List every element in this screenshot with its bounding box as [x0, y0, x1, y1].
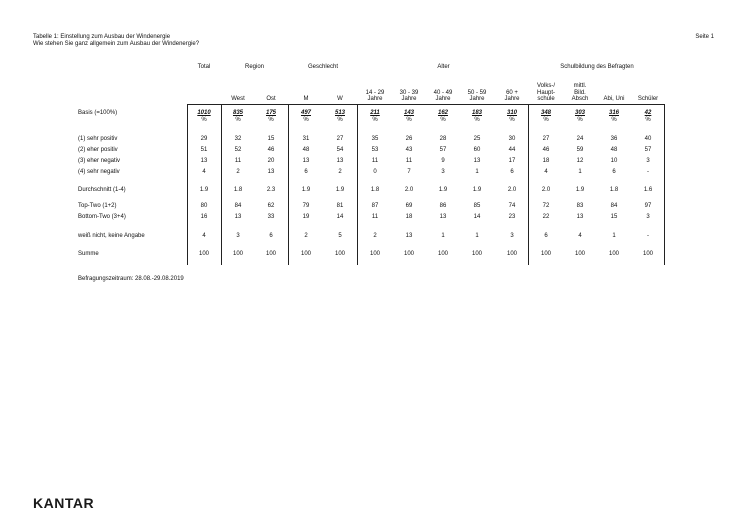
table-cell: 6	[304, 169, 308, 175]
table-cell: 2.0	[541, 187, 551, 193]
table-cell: 100	[334, 251, 345, 257]
basis-cell	[531, 110, 561, 123]
table-cell: 100	[198, 251, 209, 257]
table-cell: 62	[267, 203, 275, 209]
column-header-line: Jahre	[367, 96, 383, 102]
basis-unit: %	[577, 116, 583, 123]
table-cell: 87	[371, 203, 379, 209]
table-cell: 13	[302, 158, 310, 164]
column-header-line: Jahre	[469, 96, 485, 102]
row-label: Summe	[78, 251, 99, 257]
basis-unit: %	[201, 116, 207, 123]
table-cell: 85	[473, 203, 481, 209]
basis-count: 162	[437, 110, 448, 116]
group-header: Schulbildung des Befragten	[560, 64, 634, 70]
row-label: weiß nicht, keine Angabe	[78, 233, 145, 239]
column-header-line: Jahre	[504, 96, 520, 102]
basis-count: 42	[644, 110, 652, 116]
table-cell: 6	[612, 169, 616, 175]
column-header	[595, 96, 633, 103]
column-header-line: 50 - 59	[467, 89, 487, 96]
column-header-line: 14 - 29	[365, 89, 385, 96]
column-header-line: schule	[537, 96, 555, 102]
table-cell: 6	[269, 233, 273, 239]
column-group-divider	[288, 104, 289, 265]
column-header	[321, 96, 359, 103]
table-cell: 86	[439, 203, 447, 209]
table-cell: 28	[439, 136, 447, 142]
table-cell: 1.9	[335, 187, 345, 193]
table-cell: 46	[267, 147, 275, 153]
table-cell: 80	[200, 203, 208, 209]
table-cell: 11	[234, 158, 242, 164]
table-cell: 26	[405, 136, 413, 142]
column-header	[527, 83, 565, 103]
table-cell: 13	[234, 214, 242, 220]
table-cell: 4	[578, 233, 582, 239]
table-left-border	[187, 104, 188, 265]
table-cell: 100	[437, 251, 448, 257]
row-label-basis: Basis (=100%)	[78, 110, 118, 116]
basis-unit: %	[235, 116, 241, 123]
table-cell: 84	[610, 203, 618, 209]
group-header: Total	[197, 64, 211, 70]
table-cell: 97	[644, 203, 652, 209]
table-cell: 1.9	[301, 187, 311, 193]
table-cell: 11	[371, 214, 379, 220]
table-cell: 69	[405, 203, 413, 209]
table-cell: 100	[608, 251, 619, 257]
table-cell: 13	[267, 169, 275, 175]
table-cell: 43	[405, 147, 413, 153]
survey-period-note: Befragungszeitraum: 28.08.-29.08.2019	[78, 276, 184, 282]
column-header	[493, 90, 531, 103]
table-cell: 2	[338, 169, 342, 175]
table-cell: 100	[471, 251, 482, 257]
table-cell: 2.0	[507, 187, 517, 193]
basis-count: 310	[506, 110, 517, 116]
column-header-line: 40 - 49	[433, 89, 453, 96]
basis-unit: %	[303, 116, 309, 123]
table-cell: 14	[473, 214, 481, 220]
basis-unit: %	[611, 116, 617, 123]
basis-cell	[189, 110, 219, 123]
table-cell: 4	[202, 169, 206, 175]
table-cell: 15	[610, 214, 618, 220]
column-header-line: Volks-/	[536, 83, 555, 89]
basis-count: 183	[471, 110, 482, 116]
table-cell: 13	[473, 158, 481, 164]
table-cell: 1.8	[233, 187, 243, 193]
table-cell: 46	[542, 147, 550, 153]
table-cell: 84	[234, 203, 242, 209]
table-cell: 1.9	[199, 187, 209, 193]
row-label: (3) eher negativ	[78, 158, 121, 164]
table-cell: 19	[302, 214, 310, 220]
table-cell: 7	[407, 169, 411, 175]
table-top-rule	[187, 104, 664, 105]
table-cell: 1	[475, 233, 479, 239]
table-cell: 81	[336, 203, 344, 209]
table-cell: 5	[338, 233, 342, 239]
column-header-line: 60 +	[506, 89, 518, 96]
column-group-divider	[221, 104, 222, 265]
table-cell: 2.0	[404, 187, 414, 193]
column-header-line: Absch	[571, 96, 589, 102]
basis-unit: %	[645, 116, 651, 123]
table-cell: 2.3	[266, 187, 276, 193]
column-header	[424, 90, 462, 103]
table-cell: 13	[405, 233, 413, 239]
table-cell: 6	[544, 233, 548, 239]
row-label: (1) sehr positiv	[78, 136, 118, 142]
column-header	[287, 96, 325, 103]
table-cell: 100	[642, 251, 653, 257]
table-cell: 1.9	[438, 187, 448, 193]
column-header-line: Jahre	[401, 96, 417, 102]
table-cell: 1.9	[472, 187, 482, 193]
table-cell: 100	[403, 251, 414, 257]
table-cell: 13	[576, 214, 584, 220]
title-line-2: Wie stehen Sie ganz allgemein zum Ausbau der Windenergie?	[33, 40, 200, 47]
column-header-line: Ost	[266, 96, 276, 102]
basis-unit: %	[543, 116, 549, 123]
table-cell: 100	[265, 251, 276, 257]
basis-unit: %	[509, 116, 515, 123]
table-cell: 57	[644, 147, 652, 153]
basis-count: 835	[232, 110, 243, 116]
table-cell: 12	[576, 158, 584, 164]
table-cell: 20	[267, 158, 275, 164]
basis-cell	[599, 110, 629, 123]
column-header	[252, 96, 290, 103]
table-cell: 18	[405, 214, 413, 220]
basis-cell	[325, 110, 355, 123]
table-cell: 53	[371, 147, 379, 153]
column-header-line: Bild.	[574, 89, 586, 96]
basis-cell	[291, 110, 321, 123]
basis-count: 175	[265, 110, 276, 116]
basis-unit: %	[406, 116, 412, 123]
table-cell: 100	[574, 251, 585, 257]
page-number: Seite 1	[695, 34, 714, 40]
row-label: (2) eher positiv	[78, 147, 118, 153]
table-cell: 57	[439, 147, 447, 153]
table-cell: 1	[441, 233, 445, 239]
basis-count: 1010	[197, 110, 211, 116]
table-cell: 6	[510, 169, 514, 175]
basis-count: 316	[608, 110, 619, 116]
row-label: (4) sehr negativ	[78, 169, 120, 175]
table-cell: 23	[508, 214, 516, 220]
table-cell: 25	[473, 136, 481, 142]
table-cell: 51	[200, 147, 208, 153]
basis-cell	[256, 110, 286, 123]
table-cell: 11	[371, 158, 379, 164]
table-cell: 100	[232, 251, 243, 257]
table-cell: 17	[508, 158, 516, 164]
table-cell: 100	[300, 251, 311, 257]
column-header	[356, 90, 394, 103]
table-cell: 1.8	[609, 187, 619, 193]
table-cell: 27	[336, 136, 344, 142]
table-cell: 74	[508, 203, 516, 209]
basis-unit: %	[268, 116, 274, 123]
table-cell: 29	[200, 136, 208, 142]
basis-unit: %	[474, 116, 480, 123]
row-label: Bottom-Two (3+4)	[78, 214, 126, 220]
table-cell: 14	[336, 214, 344, 220]
table-cell: 1	[578, 169, 582, 175]
column-header	[561, 83, 599, 103]
table-cell: 3	[646, 158, 650, 164]
table-cell: 2	[373, 233, 377, 239]
table-cell: 2	[236, 169, 240, 175]
basis-cell	[497, 110, 527, 123]
table-cell: 100	[506, 251, 517, 257]
row-label: Durchschnitt (1-4)	[78, 187, 126, 193]
table-cell: 30	[508, 136, 516, 142]
table-cell: 31	[302, 136, 310, 142]
kantar-logo: KANTAR	[33, 495, 95, 511]
column-header-line: Jahre	[435, 96, 451, 102]
group-header: Region	[244, 64, 264, 70]
table-cell: 13	[200, 158, 208, 164]
row-label: Top-Two (1+2)	[78, 203, 117, 209]
basis-unit: %	[440, 116, 446, 123]
column-header	[458, 90, 496, 103]
table-cell: 3	[236, 233, 240, 239]
table-cell: 3	[510, 233, 514, 239]
table-cell: 48	[610, 147, 618, 153]
column-group-divider	[528, 104, 529, 265]
table-cell: 3	[646, 214, 650, 220]
table-cell: -	[647, 169, 649, 175]
group-header: Geschlecht	[307, 64, 338, 70]
basis-cell	[565, 110, 595, 123]
basis-cell	[462, 110, 492, 123]
group-header: Alter	[437, 64, 450, 70]
column-header-line: Abi, Uni	[603, 96, 625, 102]
basis-count: 497	[300, 110, 311, 116]
column-group-divider	[357, 104, 358, 265]
table-cell: 15	[267, 136, 275, 142]
table-cell: 60	[473, 147, 481, 153]
column-header-line: West	[231, 96, 245, 102]
table-cell: 48	[302, 147, 310, 153]
column-header-line: mittl.	[573, 83, 587, 89]
table-cell: 24	[576, 136, 584, 142]
column-header-line: Schüler	[637, 96, 659, 102]
basis-count: 143	[403, 110, 414, 116]
column-header-line: Haupt-	[536, 89, 555, 96]
basis-cell	[394, 110, 424, 123]
table-cell: 9	[441, 158, 445, 164]
basis-cell	[633, 110, 663, 123]
table-cell: 13	[336, 158, 344, 164]
table-cell: 22	[542, 214, 550, 220]
table-cell: 4	[544, 169, 548, 175]
column-header-line: M	[303, 96, 309, 102]
table-cell: 100	[540, 251, 551, 257]
basis-count: 348	[540, 110, 551, 116]
table-cell: 11	[405, 158, 413, 164]
basis-unit: %	[337, 116, 343, 123]
table-cell: 40	[644, 136, 652, 142]
basis-unit: %	[372, 116, 378, 123]
table-cell: 1	[475, 169, 479, 175]
basis-count: 513	[334, 110, 345, 116]
table-cell: -	[647, 233, 649, 239]
table-cell: 72	[542, 203, 550, 209]
table-cell: 35	[371, 136, 379, 142]
basis-count: 303	[574, 110, 585, 116]
table-cell: 10	[610, 158, 618, 164]
table-cell: 2	[304, 233, 308, 239]
table-cell: 1.6	[643, 187, 653, 193]
basis-cell	[360, 110, 390, 123]
table-cell: 1.9	[575, 187, 585, 193]
title-line-1: Tabelle 1: Einstellung zum Ausbau der Windenergie	[33, 34, 171, 40]
column-header	[629, 96, 667, 103]
table-cell: 44	[508, 147, 516, 153]
table-cell: 1	[612, 233, 616, 239]
table-cell: 16	[200, 214, 208, 220]
basis-count: 211	[370, 110, 380, 116]
table-cell: 4	[202, 233, 206, 239]
table-cell: 18	[542, 158, 550, 164]
table-cell: 3	[441, 169, 445, 175]
table-cell: 0	[373, 169, 377, 175]
table-cell: 59	[576, 147, 584, 153]
table-cell: 79	[302, 203, 310, 209]
table-cell: 13	[439, 214, 447, 220]
table-right-border	[664, 104, 665, 265]
table-cell: 54	[336, 147, 344, 153]
column-header-line: 30 - 39	[399, 89, 419, 96]
table-cell: 27	[542, 136, 550, 142]
table-cell: 83	[576, 203, 584, 209]
basis-cell	[223, 110, 253, 123]
table-cell: 52	[234, 147, 242, 153]
table-cell: 100	[369, 251, 380, 257]
column-header	[390, 90, 428, 103]
column-header-line: W	[337, 96, 343, 102]
table-cell: 33	[267, 214, 275, 220]
basis-cell	[428, 110, 458, 123]
table-cell: 1.8	[370, 187, 380, 193]
table-cell: 36	[610, 136, 618, 142]
table-cell: 32	[234, 136, 242, 142]
